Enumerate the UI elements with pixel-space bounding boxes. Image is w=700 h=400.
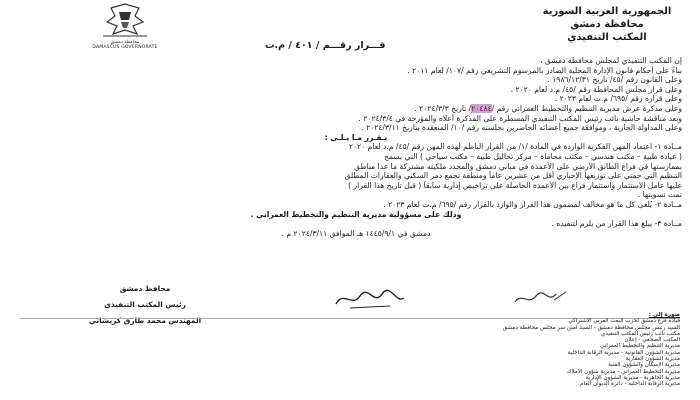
preamble-line: وعلى قرار مجلس المحافظة رقم /٤٥/ م.د لعام ٢٠٢٠ .: [510, 84, 682, 94]
initials-mark-icon: [510, 286, 570, 310]
article-1-line: مــادة ١- اعتماد المهن الفكرية الواردة في المادة /١/ من القرار الناظم لهذه المهن رقم /٤٥/ م.د لعام ٢٠٢٠: [348, 142, 682, 152]
memo-text-after: / تاريخ ٢٠٢٤/٣/٣ .: [414, 103, 472, 113]
date-line: دمشق في ١٤٤٥/٩/١ هـ الموافق ٢٠٢٤/٣/١١ م .: [281, 228, 431, 238]
list-item: مديرية الجاهزية - مديرية الشؤون الإدارية: [585, 374, 680, 381]
list-item: السيد رئيس مجلس محافظة دمشق - السيد أمين سر مجلس محافظة دمشق: [502, 324, 680, 331]
article-2-line: مــادة ٢- يُلغى كل ما هو مخالف لمضمون هذا القرار والوارد بالقرار رقم /٦٩٥/ م.ت لعام ٢٠٢٣ .: [383, 199, 682, 209]
list-item: مديرية الشؤون القانونية - مديرية الرقابة الداخلية: [567, 349, 680, 356]
preamble-line: [30, 104, 682, 114]
copies-list: [430, 312, 680, 388]
office-name: المكتب التنفيذي: [567, 32, 647, 43]
list-item: مديرية الرقابة الداخلية - دائرة الديوان العام: [580, 381, 680, 388]
signatory-title-office: رئيس المكتب التنفيذي: [104, 300, 186, 309]
list-item: مديرية التنظيم والتخطيط العمراني: [600, 343, 680, 350]
article-2-responsibility: وذلك على مسؤولية مديرية التنظيم والتخطيط العمراني .: [250, 209, 462, 219]
governorate-name: محافظة دمشق: [570, 19, 644, 30]
copies-title: صورة إلى :: [648, 312, 680, 318]
emblem-caption-en: DAMASCUS GOVERNORATE: [92, 45, 158, 50]
preamble-line: إن المكتب التنفيذي لمجلس محافظة دمشق ،: [539, 56, 682, 65]
list-item: مكتب نائب رئيس المكتب التنفيذي: [601, 330, 680, 337]
article-3-line: مــادة ٣- يبلغ هذا القرار من يلزم لتنفيذه .: [551, 219, 682, 229]
emblem-caption-ar: محافظة دمشق: [110, 40, 140, 45]
list-item: مديرية الإسكان والشؤون الفنية: [608, 362, 680, 369]
handwritten-signature-icon: [330, 286, 410, 312]
article-1-line: تمت تسويتها .: [637, 190, 682, 200]
list-item: مديرية التخطيط العمراني - مديرية شؤون الأملاك: [566, 368, 680, 375]
preamble-line: وعلى المداولة الجارية ، وموافقة جميع أعضائه الحاضرين بجلسته رقم /١٠/ المنعقدة بتاريخ ٢٠٢٤/٣/١١ .: [361, 123, 682, 133]
list-item: مديرية الشؤون العقارية: [625, 356, 680, 363]
list-item: المكتب الصحفي - إعلان: [624, 337, 680, 344]
decision-number: قـــرار رقـــم / ٤٠١ / م.ت: [265, 40, 386, 51]
article-1-line: التنظيم التي حمتي على توزيعها الإجباري أقل من عشرين عاماً ومنطقة تجمع دمر السكني والعقارات المطلق: [344, 171, 682, 181]
preamble-line: وعلى قراره رقم /٦٩٥/ م.ت لعام ٢٠٢٣ .: [554, 94, 682, 104]
letterhead: [532, 5, 682, 44]
decides-heading: يـقـرر مـا يـلـي :: [324, 132, 388, 142]
preamble-line: وعلى القانون رقم /٤٥/ تاريخ ١٩٨٦/١٢/٣١ .: [547, 75, 682, 85]
decision-body: [30, 56, 682, 238]
article-1-line: ( عيادة طبية – مكتب هندسي – مكتب محاماة – مركز تحاليل طبية – مكتب سياحي ) التي يسمح: [383, 151, 682, 161]
preamble-line: بناءً على أحكام قانون الإدارة المحلية الصادر بالمرسوم التشريعي رقم /١٠٧/ لعام ٢٠١١ .: [407, 65, 682, 75]
emblem-caption: [80, 40, 170, 50]
memo-number-highlight: ٢٠٤٨٤: [471, 103, 492, 113]
preamble-line: وبعد مناقشة حاشية نائب رئيس المكتب التنفيذي المسطرة على المذكرة أعلاه والمؤرخة في ٢٠٢٤/٣/٤ .: [358, 113, 682, 123]
country-name: الجمهورية العربية السورية: [542, 6, 672, 17]
list-item: قيادة فرع دمشق لحزب البعث العربي الاشتراكي: [568, 318, 680, 325]
memo-text-before: وعلى مذكرة عرض مديرية التنظيم والتخطيط العمراني رقم /: [491, 103, 682, 113]
article-1-line: بممارستها في فراغ الطابق الأرضي على الأعمدة في مباني دمشق والمحدد ملكيته مشتركة ما عدا مناطق: [354, 161, 682, 171]
signatory-title-governor: محافظ دمشق: [119, 284, 171, 293]
article-1-line: عليها عامل الاستثمار واستثمار فراغ بين الأعمدة الحاصلة على تراخيص إدارية سابقاً ( قبل تاريخ هذا القرار ): [348, 180, 682, 190]
signatory-name: المهندس محمد طارق كريشاتي: [88, 316, 202, 325]
signature-block: [50, 281, 240, 329]
